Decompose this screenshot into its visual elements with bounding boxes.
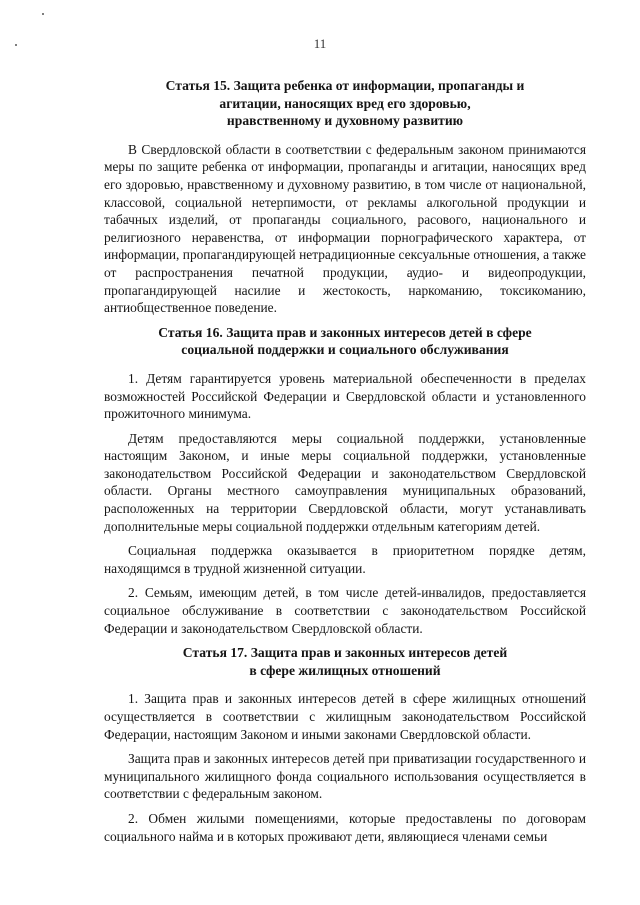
article-15-heading [104, 77, 586, 130]
article-16-paragraph: Социальная поддержка оказывается в приоритетном порядке детям, находящимся в трудной жизненной ситуации. [104, 543, 586, 576]
scan-speck [42, 13, 44, 15]
article-16-heading [104, 324, 586, 359]
heading-line: Статья 17. Защита прав и законных интересов детей [182, 645, 508, 661]
heading-line: агитации, наносящих вред его здоровью, [219, 95, 471, 111]
article-15-paragraph: В Свердловской области в соответствии с федеральным законом принимаются меры по защите ребенка от информации, пропаганды и агитации, наносящих вред его здоровью, нравственному и духовному развитию, в том числе от национальной, классовой, социальной нетерпимости, от рекламы алкогольной продукции и табачных изделий, от пропаганды социального, расового, национального и религиозного неравенства, от информации порнографического характера, от информации, пропагандирующей нетрадиционные сексуальные отношения, а также от распространения печатной продукции, аудио- и видеопродукции, пропагандирующей насилие и жестокость, наркоманию, токсикоманию, антиобщественное поведение. [104, 141, 586, 316]
page-number: 11 [313, 36, 327, 51]
article-16-paragraph: 1. Детям гарантируется уровень материальной обеспеченности в пределах возможностей Российской Федерации и Свердловской области и установленного прожиточного минимума. [104, 370, 586, 422]
article-16-paragraph: Детям предоставляются меры социальной поддержки, установленные настоящим Законом, и иные меры социальной поддержки, установленные законодательством Российской Федерации и законодательством Свердловской области. Органы местного самоуправления муниципальных образований, расположенных на территории Свердловской области, могут устанавливать дополнительные меры социальной поддержки отдельным категориям детей. [104, 430, 586, 534]
heading-line: Статья 15. Защита ребенка от информации, пропаганды и [165, 78, 525, 93]
article-16-paragraph: 2. Семьям, имеющим детей, в том числе детей-инвалидов, предоставляется социальное обслуживание в соответствии с законодательством Российской Федерации и законодательством Свердловской области. [104, 585, 586, 636]
heading-line: в сфере жилищных отношений [249, 662, 441, 678]
document-body [104, 77, 586, 852]
article-17-paragraph: 1. Защита прав и законных интересов детей в сфере жилищных отношений осуществляется в соответствии с жилищным законодательством Российской Федерации, настоящим Законом и иными законами Свердловской области. [104, 691, 586, 742]
article-17-heading [104, 644, 586, 679]
heading-line: Статья 16. Защита прав и законных интересов детей в сфере [158, 324, 532, 340]
heading-line: социальной поддержки и социального обслуживания [181, 342, 509, 358]
article-17-paragraph: 2. Обмен жилыми помещениями, которые предоставлены по договорам социального найма и в которых проживают дети, являющиеся членами семьи [104, 810, 586, 844]
article-17-paragraph: Защита прав и законных интересов детей при приватизации государственного и муниципального жилищного фонда социального использования осуществляется в соответствии с федеральным законом. [104, 751, 586, 802]
heading-line: нравственному и духовному развитию [226, 113, 464, 129]
